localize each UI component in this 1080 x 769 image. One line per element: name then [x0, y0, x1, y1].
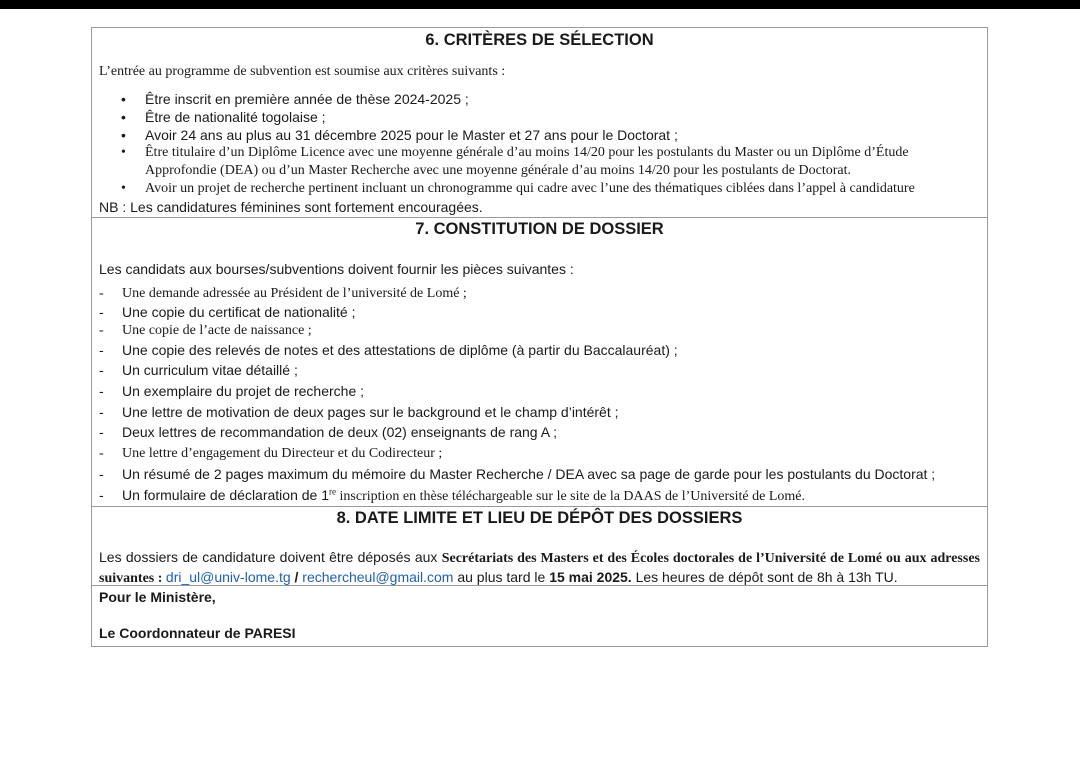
top-black-bar: [0, 0, 1080, 9]
list-item: • Avoir un projet de recherche pertinent incluant un chronogramme qui cadre avec l’une des thématiques ciblées dans l’appel à candidature: [121, 181, 915, 196]
list-item: - Une copie des relevés de notes et des attestations de diplôme (à partir du Baccalauréat) ;: [99, 342, 678, 358]
list-item: - Un formulaire de déclaration de 1re inscription en thèse téléchargeable sur le site de la DAAS de l’Université de Lomé.: [99, 486, 805, 504]
list-item: - Une lettre de motivation de deux pages sur le background et le champ d’intérêt ;: [99, 404, 619, 420]
nb-note: NB : Les candidatures féminines sont fortement encouragées.: [99, 199, 483, 215]
document-table: [91, 27, 988, 647]
signature-line-ministry: Pour le Ministère,: [99, 589, 216, 605]
list-item: - Une lettre d’engagement du Directeur et du Codirecteur ;: [99, 446, 443, 461]
criteria-list: [99, 90, 980, 198]
section-6-heading: 6. CRITÈRES DE SÉLECTION: [425, 31, 654, 49]
list-item: - Une demande adressée au Président de l’université de Lomé ;: [99, 286, 467, 301]
email-link-dri[interactable]: dri_ul@univ-lome.tg: [165, 569, 291, 585]
signature-block: [92, 588, 987, 646]
list-item: - Une copie du certificat de nationalité ;: [99, 304, 356, 320]
bullet-icon: •: [121, 145, 126, 160]
list-item: - Un curriculum vitae détaillé ;: [99, 362, 298, 378]
bullet-icon: •: [121, 109, 126, 125]
section-criteria: [92, 28, 987, 218]
bullet-icon: •: [121, 181, 126, 196]
bullet-icon: •: [121, 91, 126, 107]
section-6-intro: L’entrée au programme de subvention est soumise aux critères suivants :: [99, 64, 506, 79]
list-item: • Être inscrit en première année de thèse 2024-2025 ;: [121, 91, 469, 107]
section-8-heading: 8. DATE LIMITE ET LIEU DE DÉPÔT DES DOSSIERS: [336, 509, 743, 527]
section-dossier: [92, 218, 987, 507]
email-link-recherche[interactable]: rechercheul@gmail.com: [302, 569, 454, 585]
list-item: - Une copie de l’acte de naissance ;: [99, 323, 312, 338]
documents-list: [99, 284, 980, 507]
section-7-heading: 7. CONSTITUTION DE DOSSIER: [415, 220, 664, 238]
list-item: • Être titulaire d’un Diplôme Licence avec une moyenne générale d’au moins 14/20 pour les postulants du Master ou un Diplôme d’Étude Approfondie (DEA) ou d’un Master Recherche avec une moyenne générale d’au moins 14/20 pour les postulants de Doctorat.: [121, 145, 909, 178]
bullet-icon: •: [121, 127, 126, 143]
section-deadline: [92, 507, 987, 586]
list-item: - Deux lettres de recommandation de deux (02) enseignants de rang A ;: [99, 424, 558, 440]
list-item: • Avoir 24 ans au plus au 31 décembre 2025 pour le Master et 27 ans pour le Doctorat ;: [121, 127, 678, 143]
section-7-intro: Les candidats aux bourses/subventions doivent fournir les pièces suivantes :: [99, 261, 574, 277]
list-item: • Être de nationalité togolaise ;: [121, 109, 326, 125]
list-item: - Un exemplaire du projet de recherche ;: [99, 383, 365, 399]
deadline-paragraph: Les dossiers de candidature doivent être déposés aux Secrétariats des Masters et des Écoles doctorales de l’Université de Lomé ou aux adresses suivantes : dri_ul@univ-lome.tg / rechercheul@gmail.com au plus tard le 15 mai 2025. Les heures de dépôt sont de 8h à 13h TU.: [99, 549, 980, 586]
signature-line-coordinator: Le Coordonnateur de PARESI: [99, 625, 296, 641]
list-item: - Un résumé de 2 pages maximum du mémoire du Master Recherche / DEA avec sa page de garde pour les postulants du Doctorat ;: [99, 466, 936, 482]
